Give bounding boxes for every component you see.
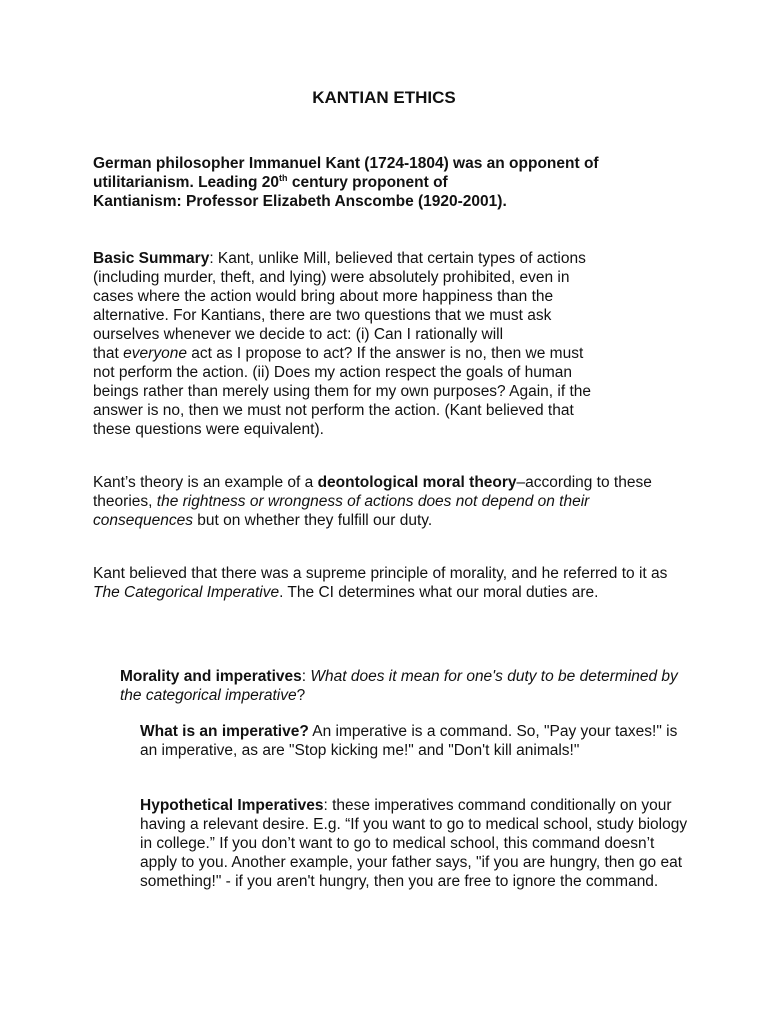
deontological-italic-phrase: the rightness or wrongness of actions does not depend on their consequences xyxy=(93,493,590,529)
hypothetical-imperatives-paragraph xyxy=(140,796,688,891)
supreme-text-end: . The CI determines what our moral duties are. xyxy=(279,584,599,601)
intro-paragraph xyxy=(93,154,678,211)
summary-line-6-start: that xyxy=(93,345,124,362)
deontological-paragraph xyxy=(93,473,678,530)
summary-line-5: ourselves whenever we decide to act: (i) Can I rationally will xyxy=(93,326,504,343)
summary-line-1 xyxy=(93,249,678,268)
categorical-imperative-paragraph xyxy=(93,564,678,602)
summary-line-2: (including murder, theft, and lying) were absolutely prohibited, even in xyxy=(93,269,570,286)
hypothetical-heading: Hypothetical Imperatives xyxy=(140,797,324,814)
deontological-term: deontological moral theory xyxy=(317,474,517,491)
deontological-text-middle: –according to these theories, xyxy=(93,474,652,510)
intro-line-2 xyxy=(93,173,678,192)
morality-question-mark: ? xyxy=(296,687,306,704)
imperative-text: An imperative is a command. So, "Pay your taxes!" is an imperative, as are "Stop kicking me!" and "Don't kill animals!" xyxy=(140,723,678,759)
ordinal-superscript: th xyxy=(279,172,288,183)
summary-line-6 xyxy=(93,344,678,363)
summary-line-3: cases where the action would bring about more happiness than the xyxy=(93,288,554,305)
summary-line-7: not perform the action. (ii) Does my action respect the goals of human xyxy=(93,364,573,381)
intro-line-2-start: utilitarianism. Leading 20 xyxy=(93,174,280,191)
hypothetical-text: : these imperatives command conditionally on your having a relevant desire. E.g. “If you want to go to medical school, study biology in college.” If you don’t want to go to medical school, this command doesn’t apply to you. Another example, your father says, "if you are hungry, then go eat something!" - if you aren't hungry, then you are free to ignore the command. xyxy=(140,797,688,890)
intro-line-1: German philosopher Immanuel Kant (1724-1804) was an opponent of xyxy=(93,155,599,172)
everyone-emphasis: everyone xyxy=(123,345,187,362)
supreme-text-start: Kant believed that there was a supreme principle of morality, and he referred to it as xyxy=(93,565,668,582)
imperative-heading: What is an imperative? xyxy=(140,723,309,740)
summary-line-4: alternative. For Kantians, there are two questions that we must ask xyxy=(93,307,552,324)
basic-summary-heading: Basic Summary xyxy=(93,250,210,267)
what-is-imperative-paragraph xyxy=(140,722,685,760)
morality-question: What does it mean for one's duty to be determined by the categorical imperative xyxy=(120,668,678,704)
intro-line-3: Kantianism: Professor Elizabeth Anscombe (1920-2001). xyxy=(93,193,507,210)
intro-line-2-end: century proponent of xyxy=(287,174,448,191)
deontological-text-start: Kant’s theory is an example of a xyxy=(93,474,318,491)
summary-line-10: these questions were equivalent). xyxy=(93,421,324,438)
morality-imperatives-paragraph xyxy=(120,667,680,705)
summary-line-9: answer is no, then we must not perform the action. (Kant believed that xyxy=(93,402,574,419)
summary-line-6-end: act as I propose to act? If the answer is no, then we must xyxy=(186,345,584,362)
morality-colon: : xyxy=(301,668,311,685)
basic-summary-paragraph xyxy=(93,249,678,439)
summary-line-1-text: : Kant, unlike Mill, believed that certain types of actions xyxy=(209,250,586,267)
deontological-text-end: but on whether they fulfill our duty. xyxy=(192,512,433,529)
morality-heading: Morality and imperatives xyxy=(120,668,302,685)
categorical-imperative-term: The Categorical Imperative xyxy=(93,584,280,601)
document-title: KANTIAN ETHICS xyxy=(312,88,456,107)
summary-line-8: beings rather than merely using them for my own purposes? Again, if the xyxy=(93,383,591,400)
